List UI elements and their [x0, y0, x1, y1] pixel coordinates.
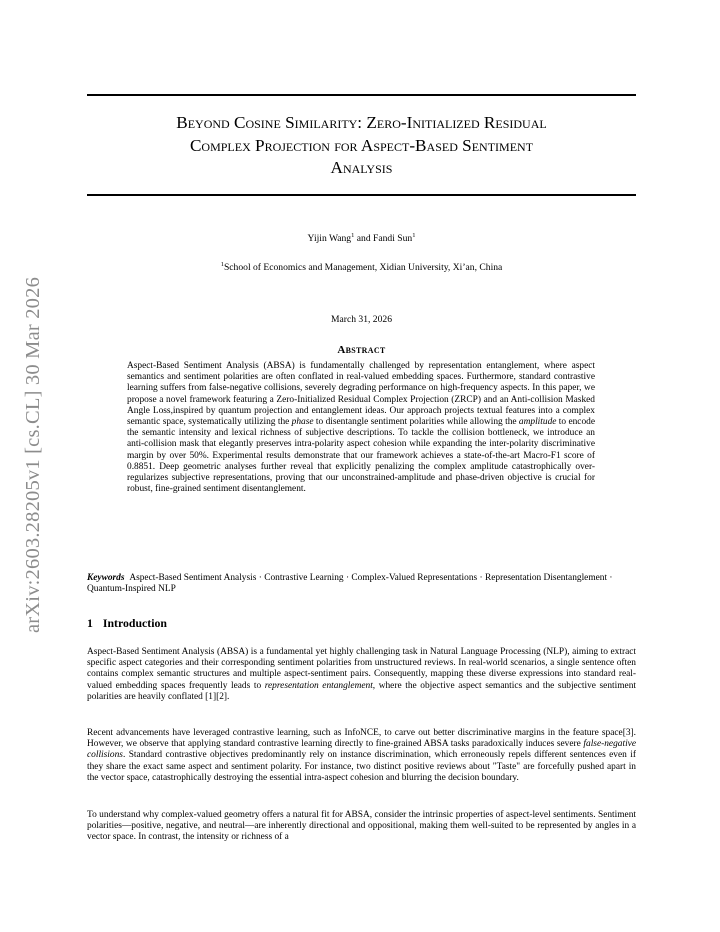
affiliation: [87, 262, 636, 273]
keywords-list: Aspect-Based Sentiment Analysis · Contrastive Learning · Complex-Valued Representations · Representation Disentanglement · Quantum-Inspired NLP: [87, 573, 613, 595]
author-1: Yijin Wang: [307, 233, 352, 244]
abstract-emphasis-phase: phase: [291, 417, 314, 428]
title-top-rule: [87, 94, 636, 96]
abstract-text-part-1: Aspect-Based Sentiment Analysis (ABSA) is fundamentally challenged by representation entanglement, where aspect semantics and sentiment polarities are often conflated in real-valued embedding spaces. Furthermore, standard contrastive learning suffers from false-negative collisions, severely degrading performance on high-frequency aspects. In this paper, we propose a novel framework featuring a Zero-Initialized Residual Complex Projection (ZRCP) and an Anti-collision Masked Angle Loss,inspired by quantum projection and entanglement ideas. Our approach projects textual features into a complex semantic space, systematically utilizing the: [127, 361, 595, 428]
arxiv-identifier-stamp: arXiv:2603.28205v1 [cs.CL] 30 Mar 2026: [22, 276, 44, 634]
abstract-heading: Abstract: [337, 344, 386, 356]
author-1-affiliation-mark: 1: [351, 231, 355, 239]
title-line-2: Complex Projection for Aspect-Based Sentiment: [189, 135, 534, 155]
abstract-emphasis-amplitude: amplitude: [518, 417, 557, 428]
keywords-label: Keywords: [87, 573, 125, 583]
affiliation-text: School of Economics and Management, Xidian University, Xi’an, China: [223, 262, 503, 273]
intro-paragraph-2: [87, 728, 636, 784]
author-conjunction: and: [354, 233, 374, 244]
title-line-3: Analysis: [330, 158, 393, 177]
title-bottom-rule: [87, 194, 636, 196]
para2-emphasis: false-negative collisions: [87, 739, 636, 761]
intro-paragraph-3: To understand why complex-valued geometry offers a natural fit for ABSA, consider the intrinsic properties of aspect-level sentiments. Sentiment polarities—positive, negative, and neutral—are inherently directional and oppositional, making them well-suited to be represented by angles in a vector space. In contrast, the intensity or richness of a: [87, 810, 636, 843]
intro-paragraph-1: [87, 647, 636, 703]
section-heading-introduction: [87, 616, 167, 631]
section-title: Introduction: [102, 616, 167, 630]
para2-text-part-2: . Standard contrastive objectives predominantly rely on instance discrimination, which erroneously repels different sentences even if they share the exact same aspect and sentiment polarity. For instance, two distinct positive reviews about "Taste" are forcefully pushed apart in the vector space, catastrophically destroying the essential intra-aspect cohesion and blurring the decision boundary.: [87, 750, 636, 783]
abstract-body: [127, 361, 595, 495]
abstract-text-part-3: to encode the semantic intensity and lexical richness of subjective descriptions. To tackle the collision bottleneck, we introduce an anti-collision mask that elegantly preserves intra-polarity aspect cohesion while expanding the inter-polarity discriminative margin by over 50%. Experimental results demonstrate that our framework achieves a state-of-the-art Macro-F1 score of 0.8851. Deep geometric analyses further reveal that explicitly penalizing the complex amplitude catastrophically over-regularizes subjective representations, proving that our unconstrained-amplitude and phase-driven objective is crucial for robust, fine-grained sentiment disentanglement.: [127, 417, 595, 495]
section-number: 1: [87, 616, 93, 630]
paper-title: [87, 112, 636, 180]
author-list: [87, 233, 636, 244]
para1-emphasis: representation entanglement: [264, 680, 373, 691]
affiliation-mark: 1: [220, 260, 224, 268]
publication-date: March 31, 2026: [330, 314, 392, 325]
para1-text-part-1: Aspect-Based Sentiment Analysis (ABSA) is a fundamental yet highly challenging task in Natural Language Processing (NLP), aiming to extract specific aspect categories and their corresponding sentiment polarities from unstructured reviews. In real-world scenarios, a single sentence often contains complex semantic structures and multiple aspect-sentiment pairs. Consequently, mapping these diverse expressions into standard real-valued embedding spaces frequently leads to: [87, 647, 636, 691]
author-2: Fandi Sun: [373, 233, 413, 244]
keywords: [87, 573, 636, 595]
abstract-text-part-2: to disentangle sentiment polarities while allowing the: [313, 417, 519, 428]
author-2-affiliation-mark: 1: [412, 231, 416, 239]
title-line-1: Beyond Cosine Similarity: Zero-Initialized Residual: [176, 113, 547, 132]
para2-text-part-1: Recent advancements have leveraged contrastive learning, such as InfoNCE, to carve out better discriminative margins in the feature space[3]. However, we observe that applying standard contrastive learning directly to fine-grained ABSA tasks paradoxically induces severe: [87, 728, 636, 750]
para1-text-part-2: , where the objective aspect semantics and the subjective sentiment polarities are heavily conflated [1][2].: [87, 680, 636, 702]
